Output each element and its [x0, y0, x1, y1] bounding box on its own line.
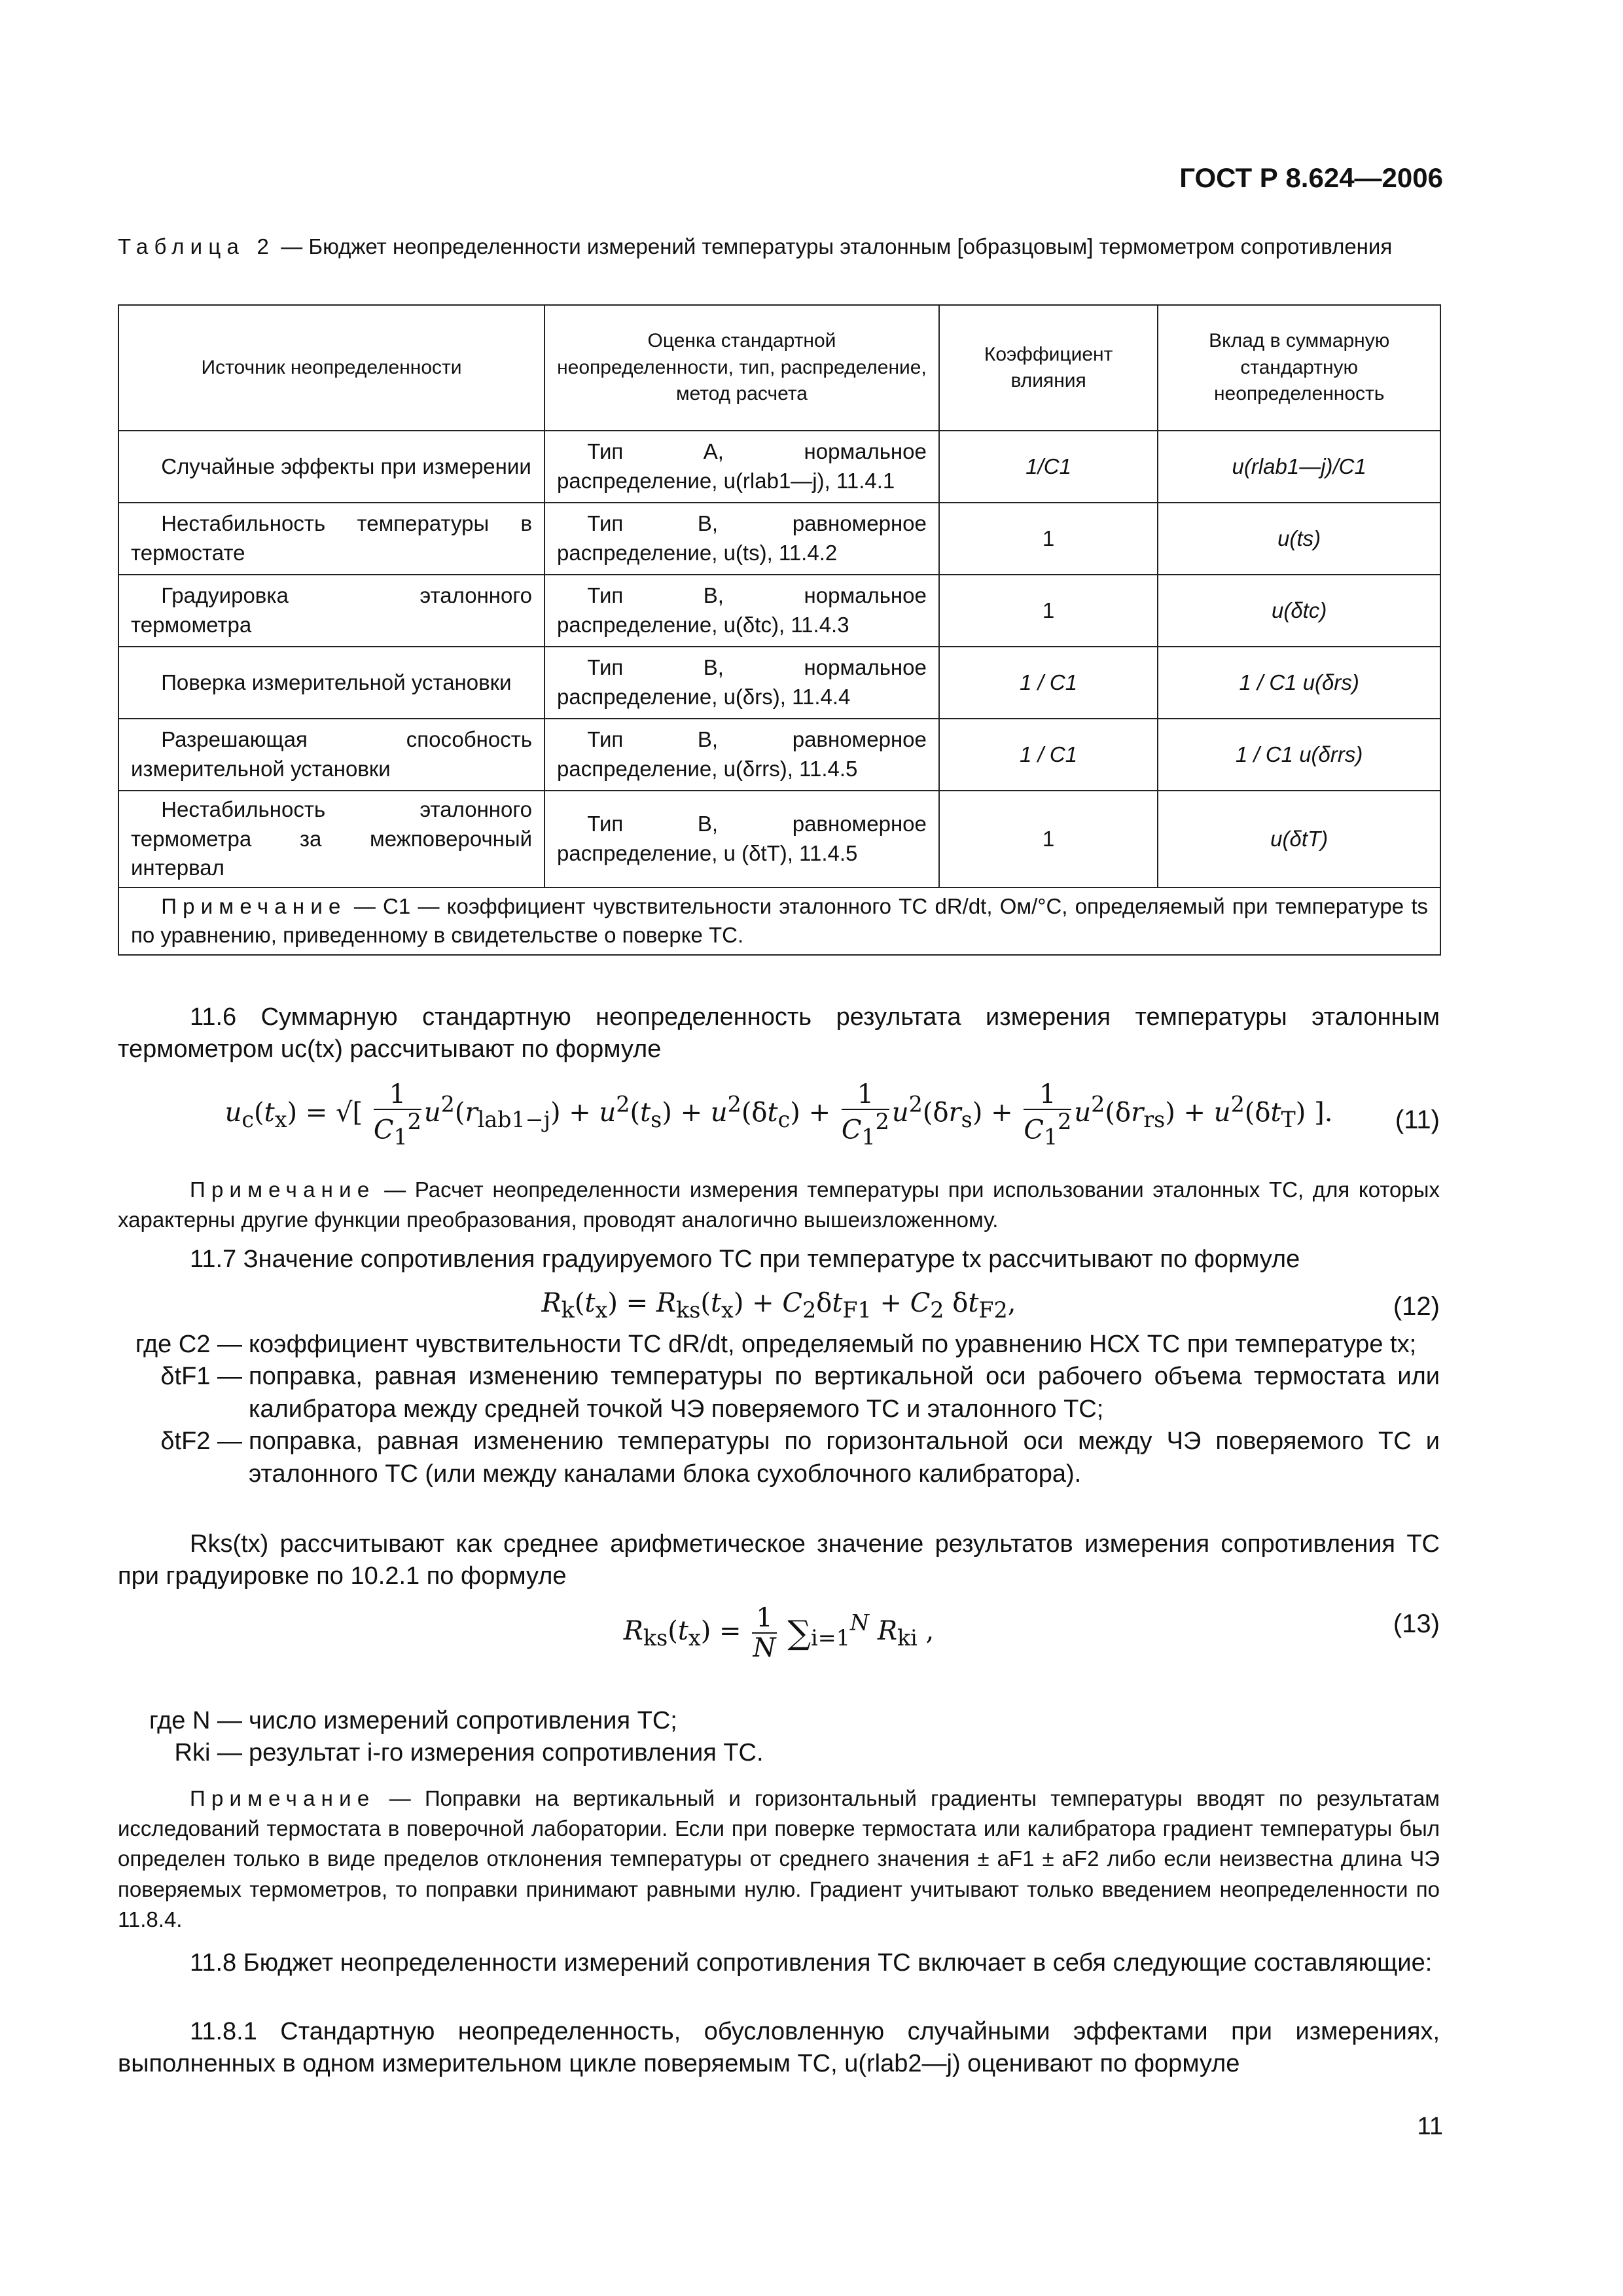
paragraph-11-7: 11.7 Значение сопротивления градуируемого ТС при температуре tx рассчитывают по формуле [190, 1246, 1300, 1273]
table-note-label: Примечание [161, 893, 347, 918]
list-item [118, 1705, 1440, 1737]
equation-13 [118, 1604, 1440, 1662]
cell-contribution: u(δtT) [1158, 791, 1440, 888]
list-term: где N — [149, 1707, 242, 1734]
list-desc: поправка, равная изменению температуры по вертикальной оси рабочего объема термостата или калибратора между средней точкой ЧЭ поверяемого ТС и эталонного ТС; [249, 1363, 1440, 1423]
table-note [118, 888, 1440, 955]
cell-contribution: u(ts) [1158, 503, 1440, 575]
table-row [118, 503, 1440, 575]
paragraph-rks: Rks(tx) рассчитывают как среднее арифметическое значение результатов измерения сопротивления ТС при градуировке по 10.2.1 по формуле [118, 1530, 1440, 1590]
note-text: — Расчет неопределенности измерения температуры при использовании эталонных ТС, для которых характерны другие функции преобразования, проводят аналогично вышеизложенному. [118, 1177, 1440, 1232]
where-list-12 [118, 1329, 1440, 1490]
list-desc: коэффициент чувствительности ТС dR/dt, определяемый по уравнению НСХ ТС при температуре tx; [249, 1331, 1417, 1358]
note-label: Примечание [190, 1786, 376, 1810]
header-estimate: Оценка стандартной неопределенности, тип, распределение, метод расчета [544, 305, 939, 431]
note-after-13 [118, 1784, 1440, 1935]
cell-coefficient: 1 / C1 [939, 647, 1158, 719]
cell-contribution: 1 / C1 u(δrs) [1158, 647, 1440, 719]
list-item [118, 1737, 1440, 1769]
equation-13-body: $R_{ks}(t_x)$ = $\frac{1}{N}$ $\sum_{i=1}^N$ $R_{ki}$ , [623, 1603, 935, 1663]
list-desc: поправка, равная изменению температуры по горизонтальной оси между ЧЭ поверяемого ТС и эталонного ТС (или между каналами блока сухоблочного калибратора). [249, 1427, 1440, 1488]
equation-12-body: $R_k(t_x) = R_{ks}(t_x) + C_2\delta t_{F1} + C_2$ $\delta t_{F2}$, [541, 1288, 1016, 1323]
table-row [118, 575, 1440, 647]
cell-estimate: Тип А, нормальное распределение, u(rlab1—j), 11.4.1 [544, 431, 939, 503]
table-note-text: — C1 — коэффициент чувствительности эталонного ТС dR/dt, Ом/°С, определяемый при температуре ts по уравнению, приведенному в свидетельстве о поверке ТС. [131, 893, 1428, 948]
table-row [118, 647, 1440, 719]
table-row [118, 719, 1440, 791]
cell-contribution: u(δtc) [1158, 575, 1440, 647]
standard-designation: ГОСТ Р 8.624—2006 [1179, 162, 1443, 193]
cell-source: Градуировка эталонного термометра [118, 575, 544, 647]
where-list-13 [118, 1705, 1440, 1770]
paragraph-11-8: 11.8 Бюджет неопределенности измерений сопротивления ТС включает в себя следующие составляющие: [190, 1949, 1433, 1977]
cell-estimate: Тип В, равномерное распределение, u(δrrs), 11.4.5 [544, 719, 939, 791]
cell-coefficient: 1 [939, 503, 1158, 575]
cell-source: Разрешающая способность измерительной установки [118, 719, 544, 791]
note-text: — Поправки на вертикальный и горизонтальный градиенты температуры вводят по результатам исследований термостата в поверочной лаборатории. Если при поверке термостата или калибратора градиент температуры был определен только в виде пределов отклонения температуры от среднего значения ± aF1 ± aF2 либо если неизвестна длина ЧЭ поверяемых термометров, то поправки принимают равными нулю. Градиент учитывают только введением неопределенности по 11.8.4. [118, 1786, 1440, 1931]
table-caption-label: Таблица 2 [118, 234, 276, 259]
cell-estimate: Тип В, нормальное распределение, u(δrs), 11.4.4 [544, 647, 939, 719]
uncertainty-budget-table [118, 304, 1441, 956]
table-header-row [118, 305, 1440, 431]
cell-estimate: Тип В, нормальное распределение, u(δtc), 11.4.3 [544, 575, 939, 647]
equation-13-number: (13) [1393, 1609, 1440, 1638]
equation-11-number: (11) [1395, 1105, 1440, 1134]
equation-11 [118, 1080, 1440, 1149]
list-term: δtF1 — [160, 1363, 242, 1391]
cell-estimate: Тип В, равномерное распределение, u(ts), 11.4.2 [544, 503, 939, 575]
list-item [118, 1426, 1440, 1490]
header-contribution: Вклад в суммарную стандартную неопределенность [1158, 305, 1440, 431]
paragraph-11-6: 11.6 Суммарную стандартную неопределенность результата измерения температуры эталонным термометром uc(tx) рассчитывают по формуле [118, 1003, 1440, 1064]
cell-contribution: 1 / C1 u(δrrs) [1158, 719, 1440, 791]
list-term: δtF2 — [160, 1427, 242, 1456]
cell-coefficient: 1 [939, 575, 1158, 647]
cell-coefficient: 1/C1 [939, 431, 1158, 503]
list-item [118, 1361, 1440, 1426]
equation-12-number: (12) [1393, 1292, 1440, 1321]
table-note-row [118, 888, 1440, 955]
cell-source: Нестабильность температуры в термостате [118, 503, 544, 575]
equation-12 [118, 1286, 1440, 1324]
note-after-11 [118, 1175, 1440, 1235]
note-label: Примечание [190, 1177, 376, 1202]
cell-coefficient: 1 [939, 791, 1158, 888]
list-term: где C2 — [135, 1331, 242, 1358]
cell-source: Нестабильность эталонного термометра за межповерочный интервал [118, 791, 544, 888]
list-desc: число измерений сопротивления ТС; [249, 1707, 677, 1734]
list-desc: результат i-го измерения сопротивления ТС. [249, 1739, 764, 1767]
table-caption-text: — Бюджет неопределенности измерений температуры эталонным [образцовым] термометром сопротивления [275, 234, 1393, 259]
cell-contribution: u(rlab1—j)/C1 [1158, 431, 1440, 503]
cell-source: Случайные эффекты при измерении [118, 431, 544, 503]
table-row [118, 791, 1440, 888]
cell-coefficient: 1 / C1 [939, 719, 1158, 791]
paragraph-11-8-1: 11.8.1 Стандартную неопределенность, обусловленную случайными эффектами при измерениях, выполненных в одном измерительном цикле поверяемым ТС, u(rlab2—j) оценивают по формуле [118, 2018, 1440, 2078]
table-row [118, 431, 1440, 503]
list-term: Rki — [174, 1739, 242, 1767]
equation-11-body: $u_c(t_x)$ = √[ $\frac{1}{C_1^2}$ $u^2(r_{lab1-j}) + u^2(t_s) + u^2(\delta t_c)$ + $\frac{1}{C_1^2}$ $u^2(\delta r_s)$ + $\frac{1}{C_1^2}$ $u^2(\delta r_{rs}) + u^2(\delta t_T)$ ]. [224, 1079, 1333, 1150]
list-item [118, 1329, 1440, 1361]
table-caption [118, 232, 1440, 261]
page-number: 11 [1417, 2113, 1443, 2140]
header-source: Источник неопределенности [118, 305, 544, 431]
cell-estimate: Тип В, равномерное распределение, u (δtT), 11.4.5 [544, 791, 939, 888]
cell-source: Поверка измерительной установки [118, 647, 544, 719]
header-coefficient: Коэффициент влияния [939, 305, 1158, 431]
